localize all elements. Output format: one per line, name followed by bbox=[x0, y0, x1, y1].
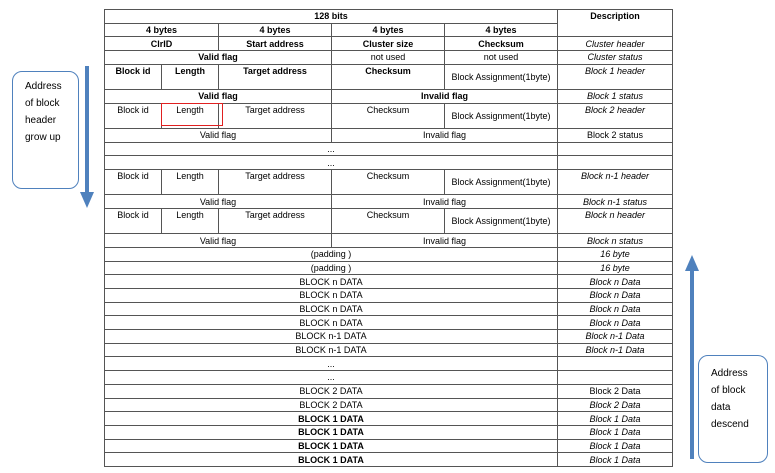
block-2-status-row bbox=[105, 128, 673, 142]
checksum-cell: Checksum bbox=[332, 103, 445, 128]
block-n-data-desc: Block n Data bbox=[558, 302, 673, 316]
block-2-data-desc: Block 2 Data bbox=[558, 384, 673, 398]
block-assignment-cell: Block Assignment(1byte) bbox=[445, 103, 558, 128]
length-cell: Length bbox=[162, 103, 219, 128]
block-id-cell: Block id bbox=[105, 170, 162, 195]
block-n1-data-desc: Block n-1 Data bbox=[558, 343, 673, 357]
block-1-data-desc: Block 1 Data bbox=[558, 439, 673, 453]
block-n-status-desc: Block n status bbox=[558, 234, 673, 248]
checksum-cell: Checksum bbox=[332, 170, 445, 195]
padding-desc: 16 byte bbox=[558, 247, 673, 261]
target-address-cell: Target address bbox=[219, 208, 332, 233]
block-1-status-row bbox=[105, 90, 673, 104]
note-line: of block bbox=[25, 98, 60, 109]
note-line: of block bbox=[711, 385, 746, 396]
bytes-col-1: 4 bytes bbox=[105, 23, 219, 37]
block-2-data-desc: Block 2 Data bbox=[558, 398, 673, 412]
block-n1-header-desc: Block n-1 header bbox=[558, 170, 673, 195]
bits-header: 128 bits bbox=[105, 10, 558, 24]
block-id-cell: Block id bbox=[105, 64, 162, 89]
note-line: Address bbox=[25, 81, 62, 92]
cluster-status-desc: Cluster status bbox=[558, 51, 673, 65]
valid-flag-cell: Valid flag bbox=[105, 234, 332, 248]
block-1-header-desc: Block 1 header bbox=[558, 64, 673, 89]
block-assignment-cell: Block Assignment(1byte) bbox=[445, 170, 558, 195]
header-growth-note bbox=[12, 71, 79, 189]
target-address-cell: Target address bbox=[219, 64, 332, 89]
length-highlight-box bbox=[161, 103, 223, 126]
note-line: header bbox=[25, 115, 57, 126]
cluster-valid-flag: Valid flag bbox=[105, 51, 332, 65]
block-1-data-cell: BLOCK 1 DATA bbox=[105, 453, 558, 467]
block-id-cell: Block id bbox=[105, 208, 162, 233]
cluster-status-row bbox=[105, 51, 673, 65]
block-1-data-row bbox=[105, 453, 673, 467]
empty-desc bbox=[558, 357, 673, 371]
invalid-flag-cell: Invalid flag bbox=[332, 234, 558, 248]
ellipsis-row bbox=[105, 142, 673, 156]
padding-desc: 16 byte bbox=[558, 261, 673, 275]
ellipsis-cell: ... bbox=[105, 371, 558, 385]
empty-desc bbox=[558, 156, 673, 170]
start-address-cell: Start address bbox=[219, 37, 332, 51]
block-n1-status-row bbox=[105, 195, 673, 209]
block-1-data-row bbox=[105, 439, 673, 453]
block-2-header-desc: Block 2 header bbox=[558, 103, 673, 128]
block-1-data-cell: BLOCK 1 DATA bbox=[105, 439, 558, 453]
block-assignment-cell: Block Assignment(1byte) bbox=[445, 64, 558, 89]
length-cell: Length bbox=[162, 64, 219, 89]
block-assignment-cell: Block Assignment(1byte) bbox=[445, 208, 558, 233]
block-1-data-row bbox=[105, 425, 673, 439]
block-n1-data-row bbox=[105, 343, 673, 357]
valid-flag-cell: Valid flag bbox=[105, 128, 332, 142]
note-line: descend bbox=[711, 419, 749, 430]
block-1-data-desc: Block 1 Data bbox=[558, 412, 673, 426]
length-cell: Length bbox=[162, 208, 219, 233]
memory-layout-table bbox=[104, 9, 673, 467]
block-n-data-row bbox=[105, 302, 673, 316]
ellipsis-row bbox=[105, 357, 673, 371]
bytes-col-3: 4 bytes bbox=[332, 23, 445, 37]
note-line: data bbox=[711, 402, 731, 413]
block-n1-status-desc: Block n-1 status bbox=[558, 195, 673, 209]
block-n-data-desc: Block n Data bbox=[558, 289, 673, 303]
description-header: Description bbox=[558, 10, 673, 37]
block-2-data-row bbox=[105, 398, 673, 412]
block-1-header-row bbox=[105, 64, 673, 89]
cluster-checksum-cell: Checksum bbox=[445, 37, 558, 51]
ellipsis-cell: ... bbox=[105, 142, 558, 156]
invalid-flag-cell: Invalid flag bbox=[332, 195, 558, 209]
block-1-data-row bbox=[105, 412, 673, 426]
block-n-data-desc: Block n Data bbox=[558, 316, 673, 330]
block-2-data-cell: BLOCK 2 DATA bbox=[105, 384, 558, 398]
valid-flag-cell: Valid flag bbox=[105, 195, 332, 209]
not-used-cell: not used bbox=[332, 51, 445, 65]
block-n-data-cell: BLOCK n DATA bbox=[105, 275, 558, 289]
empty-desc bbox=[558, 371, 673, 385]
note-line: grow up bbox=[25, 132, 61, 143]
ellipsis-row bbox=[105, 371, 673, 385]
checksum-cell: Checksum bbox=[332, 64, 445, 89]
padding-cell: (padding ) bbox=[105, 261, 558, 275]
padding-cell: (padding ) bbox=[105, 247, 558, 261]
bytes-col-4: 4 bytes bbox=[445, 23, 558, 37]
up-arrow-icon bbox=[683, 253, 701, 461]
valid-flag-cell: Valid flag bbox=[105, 90, 332, 104]
cluster-header-desc: Cluster header bbox=[558, 37, 673, 51]
data-descend-note bbox=[698, 355, 768, 463]
cluster-size-cell: Cluster size bbox=[332, 37, 445, 51]
invalid-flag-cell: Invalid flag bbox=[332, 90, 558, 104]
block-n-data-cell: BLOCK n DATA bbox=[105, 316, 558, 330]
block-n-data-desc: Block n Data bbox=[558, 275, 673, 289]
block-1-data-desc: Block 1 Data bbox=[558, 453, 673, 467]
clrid-cell: ClrID bbox=[105, 37, 219, 51]
block-2-status-desc: Block 2 status bbox=[558, 128, 673, 142]
padding-row bbox=[105, 247, 673, 261]
note-line: Address bbox=[711, 368, 748, 379]
ellipsis-cell: ... bbox=[105, 156, 558, 170]
down-arrow-icon bbox=[78, 66, 96, 210]
length-cell: Length bbox=[162, 170, 219, 195]
block-n1-data-cell: BLOCK n-1 DATA bbox=[105, 343, 558, 357]
not-used-cell: not used bbox=[445, 51, 558, 65]
block-n1-data-row bbox=[105, 330, 673, 344]
block-1-status-desc: Block 1 status bbox=[558, 90, 673, 104]
block-1-data-cell: BLOCK 1 DATA bbox=[105, 412, 558, 426]
block-n-data-cell: BLOCK n DATA bbox=[105, 289, 558, 303]
block-n-header-row bbox=[105, 208, 673, 233]
block-id-cell: Block id bbox=[105, 103, 162, 128]
target-address-cell: Target address bbox=[219, 170, 332, 195]
invalid-flag-cell: Invalid flag bbox=[332, 128, 558, 142]
block-n-data-row bbox=[105, 275, 673, 289]
cluster-header-row bbox=[105, 37, 673, 51]
ellipsis-cell: ... bbox=[105, 357, 558, 371]
block-2-data-row bbox=[105, 384, 673, 398]
block-n-data-row bbox=[105, 289, 673, 303]
block-1-data-desc: Block 1 Data bbox=[558, 425, 673, 439]
ellipsis-row bbox=[105, 156, 673, 170]
block-n1-data-desc: Block n-1 Data bbox=[558, 330, 673, 344]
block-2-data-cell: BLOCK 2 DATA bbox=[105, 398, 558, 412]
block-1-data-cell: BLOCK 1 DATA bbox=[105, 425, 558, 439]
target-address-cell: Target address bbox=[219, 103, 332, 128]
header-row bbox=[105, 10, 673, 24]
block-n-data-cell: BLOCK n DATA bbox=[105, 302, 558, 316]
block-n-data-row bbox=[105, 316, 673, 330]
padding-row bbox=[105, 261, 673, 275]
checksum-cell: Checksum bbox=[332, 208, 445, 233]
block-n-status-row bbox=[105, 234, 673, 248]
bytes-col-2: 4 bytes bbox=[219, 23, 332, 37]
block-n-header-desc: Block n header bbox=[558, 208, 673, 233]
block-n1-data-cell: BLOCK n-1 DATA bbox=[105, 330, 558, 344]
empty-desc bbox=[558, 142, 673, 156]
block-n1-header-row bbox=[105, 170, 673, 195]
